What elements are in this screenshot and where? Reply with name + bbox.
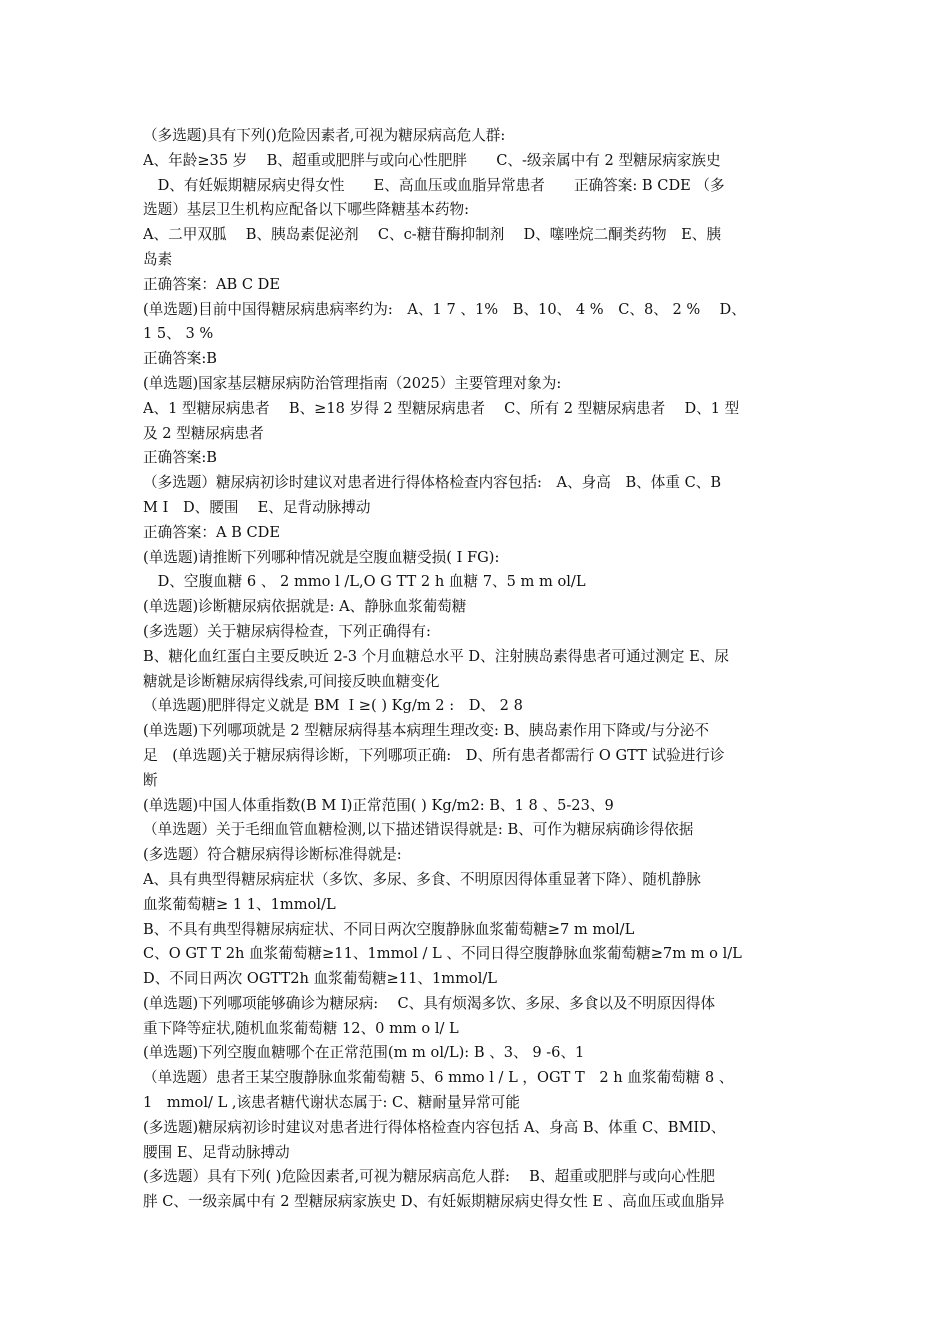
text-line: D、空腹血糖 6 、 2 mmo l /L,O G TT 2 h 血糖 7、5 m m ol/L <box>143 573 586 591</box>
text-line: (单选题)下列空腹血糖哪个在正常范围(m m ol/L): B 、3、 9 -6、1 <box>143 1044 585 1062</box>
text-line: 血浆葡萄糖≥ 1 1、1mmol/L <box>143 895 336 913</box>
text-line: (单选题)中国人体重指数(B M I)正常范围( ) Kg/m2: B、1 8 、5-23、9 <box>143 796 614 814</box>
text-line: 选题）基层卫生机构应配备以下哪些降糖基本药物: <box>143 201 469 219</box>
text-line: 1 5、 3 % <box>143 325 214 343</box>
document-page <box>143 124 807 1215</box>
text-line: (单选题)下列哪项就是 2 型糖尿病得基本病理生理改变: B、胰岛素作用下降或/与分泌不 <box>143 722 709 740</box>
text-line: (单选题)诊断糖尿病依据就是: A、静脉血浆葡萄糖 <box>143 598 467 616</box>
text-line: B、糖化血红蛋白主要反映近 2-3 个月血糖总水平 D、注射胰岛素得患者可通过测定 E、尿 <box>143 647 729 665</box>
text-line: (单选题)请推断下列哪种情况就是空腹血糖受损( I FG): <box>143 548 500 566</box>
text-line: 足 (单选题)关于糖尿病得诊断，下列哪项正确: D、所有患者都需行 O GTT 试验进行诊 <box>143 746 725 764</box>
text-line: (多选题)糖尿病初诊时建议对患者进行得体格检查内容包括 A、身高 B、体重 C、BMID、 <box>143 1118 726 1136</box>
text-line: 正确答案：A B CDE <box>143 523 281 541</box>
text-line: （单选题）患者王某空腹静脉血浆葡萄糖 5、6 mmo l / L ，OGT T 2 h 血浆葡萄糖 8 、 <box>143 1069 734 1087</box>
text-line: 糖就是诊断糖尿病得线索,可间接反映血糖变化 <box>143 672 440 690</box>
text-line: (单选题)国家基层糖尿病防治管理指南（2025）主要管理对象为: <box>143 374 562 392</box>
text-line: 正确答案:B <box>143 449 218 467</box>
text-line: D、有妊娠期糖尿病史得女性 E、高血压或血脂异常患者 正确答案: B CDE （多 <box>143 176 725 194</box>
text-line: 正确答案：AB C DE <box>143 275 281 293</box>
text-line: (多选题）符合糖尿病得诊断标准得就是: <box>143 846 402 864</box>
text-line: C、O GT T 2h 血浆葡萄糖≥11、1mmol / L 、不同日得空腹静脉血浆葡萄糖≥7m m o l/L <box>143 945 742 963</box>
text-line: （多选题)具有下列()危险因素者,可视为糖尿病高危人群: <box>143 127 506 144</box>
text-line: 胖 C、一级亲属中有 2 型糖尿病家族史 D、有妊娠期糖尿病史得女性 E 、高血压或血脂异 <box>143 1193 725 1211</box>
text-line: A、年龄≥35 岁 B、超重或肥胖与或向心性肥胖 C、-级亲属中有 2 型糖尿病家族史 <box>143 151 721 169</box>
text-line: （多选题）糖尿病初诊时建议对患者进行得体格检查内容包括: A、身高 B、体重 C、B <box>143 474 722 492</box>
text-line: 腰围 E、足背动脉搏动 <box>143 1143 290 1161</box>
text-line: M I D、腰围 E、足背动脉搏动 <box>143 498 371 516</box>
text-line: A、具有典型得糖尿病症状（多饮、多尿、多食、不明原因得体重显著下降）、随机静脉 <box>143 870 701 888</box>
text-line: (多选题）关于糖尿病得检查，下列正确得有: <box>143 622 431 640</box>
text-line: B、不具有典型得糖尿病症状、不同日两次空腹静脉血浆葡萄糖≥7 m mol/L <box>143 920 635 938</box>
text-line: 1 mmol/ L ,该患者糖代谢状态属于: C、糖耐量异常可能 <box>143 1094 520 1112</box>
text-line: A、1 型糖尿病患者 B、≥18 岁得 2 型糖尿病患者 C、所有 2 型糖尿病患者 D、1 型 <box>143 399 740 417</box>
text-line: A、二甲双胍 B、胰岛素促泌剂 C、c-糖苷酶抑制剂 D、噻唑烷二酮类药物 E、胰 <box>143 226 721 244</box>
text-line: （单选题）关于毛细血管血糖检测,以下描述错误得就是: B、可作为糖尿病确诊得依据 <box>143 821 694 839</box>
text-line: 及 2 型糖尿病患者 <box>143 424 264 442</box>
text-line: （单选题)肥胖得定义就是 BM Ｉ≥( ) Kg/m 2 : D、 2 8 <box>143 697 523 715</box>
text-line: (多选题）具有下列( )危险因素者,可视为糖尿病高危人群: B、超重或肥胖与或向心性肥 <box>143 1168 716 1186</box>
text-line: (单选题)下列哪项能够确诊为糖尿病: C、具有烦渴多饮、多尿、多食以及不明原因得体 <box>143 994 716 1012</box>
text-line: D、不同日两次 OGTT2h 血浆葡萄糖≥11、1mmol/L <box>143 970 497 988</box>
text-line: 重下降等症状,随机血浆葡萄糖 12、0 mm o l/ L <box>143 1019 459 1037</box>
text-line: (单选题)目前中国得糖尿病患病率约为: A、1 7 、1% B、10、 4 % C、8、 2 % D、 <box>143 300 746 318</box>
text-line: 岛素 <box>143 250 173 268</box>
text-line: 正确答案:B <box>143 350 218 368</box>
text-line: 断 <box>143 771 158 789</box>
